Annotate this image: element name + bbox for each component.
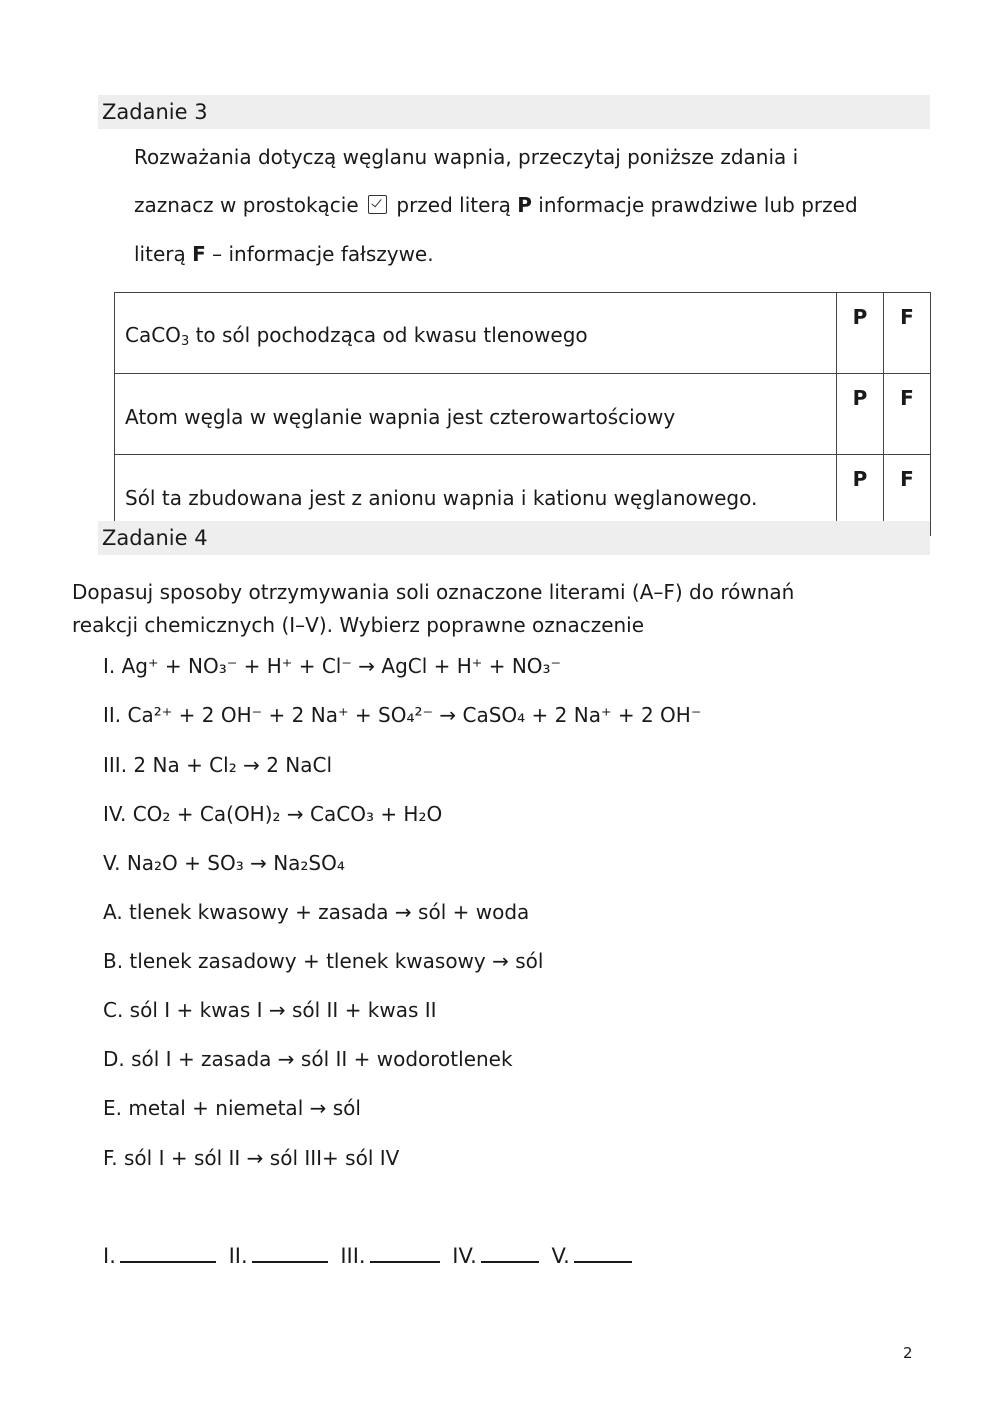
statement-1-text: to sól pochodząca od kwasu tlenowego — [189, 323, 588, 347]
answer-label-i: I. — [103, 1244, 116, 1268]
answer-blank-iv[interactable] — [481, 1243, 539, 1263]
intro-letter-f: F — [192, 242, 206, 266]
task3-intro-line2 — [134, 193, 858, 217]
option-p-3[interactable]: P — [837, 455, 884, 536]
intro-text-d: literą — [134, 242, 186, 266]
method-f: F. sól I + sól II → sól III+ sól IV — [103, 1146, 400, 1170]
answer-blank-iii[interactable] — [370, 1243, 440, 1263]
equation-iii: III. 2 Na + Cl₂ → 2 NaCl — [103, 753, 333, 777]
instruction-line-2: reakcji chemicznych (I–V). Wybierz poprawne oznaczenie — [72, 613, 645, 637]
task4-heading: Zadanie 4 — [98, 521, 930, 555]
statement-2: Atom węgla w węglanie wapnia jest czterowartościowy — [115, 374, 837, 455]
method-c: C. sól I + kwas I → sól II + kwas II — [103, 998, 437, 1022]
instruction-line-1: Dopasuj sposoby otrzymywania soli oznaczone literami (A–F) do równań — [72, 580, 795, 604]
answer-blank-v[interactable] — [574, 1243, 632, 1263]
answer-label-iii: III. — [340, 1244, 366, 1268]
option-p-1[interactable]: P — [837, 293, 884, 374]
equation-iv: IV. CO₂ + Ca(OH)₂ → CaCO₃ + H₂O — [103, 802, 443, 826]
intro-text-c: informacje prawdziwe lub przed — [538, 193, 858, 217]
statement-1 — [115, 293, 837, 374]
option-p-2[interactable]: P — [837, 374, 884, 455]
task4-instruction — [72, 576, 794, 642]
option-f-2[interactable]: F — [884, 374, 931, 455]
task3-intro-line3 — [134, 242, 434, 266]
task3-intro-line1: Rozważania dotyczą węglanu wapnia, przeczytaj poniższe zdania i — [134, 145, 799, 169]
intro-text-b: przed literą — [396, 193, 511, 217]
method-a: A. tlenek kwasowy + zasada → sól + woda — [103, 900, 530, 924]
checkbox-checked-icon — [368, 195, 387, 214]
answer-row — [103, 1243, 638, 1268]
method-d: D. sól I + zasada → sól II + wodorotlenek — [103, 1047, 513, 1071]
answer-label-iv: IV. — [452, 1244, 477, 1268]
equation-i: I. Ag⁺ + NO₃⁻ + H⁺ + Cl⁻ → AgCl + H⁺ + NO₃⁻ — [103, 654, 562, 678]
intro-text-e: – informacje fałszywe. — [212, 242, 434, 266]
formula-subscript: 3 — [180, 334, 190, 349]
answer-label-v: V. — [551, 1244, 570, 1268]
equation-ii: II. Ca²⁺ + 2 OH⁻ + 2 Na⁺ + SO₄²⁻ → CaSO₄ + 2 Na⁺ + 2 OH⁻ — [103, 703, 702, 727]
true-false-table — [114, 292, 931, 536]
option-f-3[interactable]: F — [884, 455, 931, 536]
method-b: B. tlenek zasadowy + tlenek kwasowy → sól — [103, 949, 544, 973]
intro-text-a: zaznacz w prostokącie — [134, 193, 359, 217]
equation-v: V. Na₂O + SO₃ → Na₂SO₄ — [103, 851, 345, 875]
page-number: 2 — [903, 1344, 913, 1362]
task3-heading: Zadanie 3 — [98, 95, 930, 129]
table-row — [115, 293, 931, 374]
method-e: E. metal + niemetal → sól — [103, 1096, 361, 1120]
answer-label-ii: II. — [228, 1244, 248, 1268]
intro-letter-p: P — [517, 193, 532, 217]
statement-3: Sól ta zbudowana jest z anionu wapnia i kationu węglanowego. — [115, 455, 837, 536]
answer-blank-ii[interactable] — [252, 1243, 328, 1263]
table-row — [115, 374, 931, 455]
answer-blank-i[interactable] — [120, 1243, 216, 1263]
option-f-1[interactable]: F — [884, 293, 931, 374]
formula-caco3: CaCO — [125, 323, 181, 347]
